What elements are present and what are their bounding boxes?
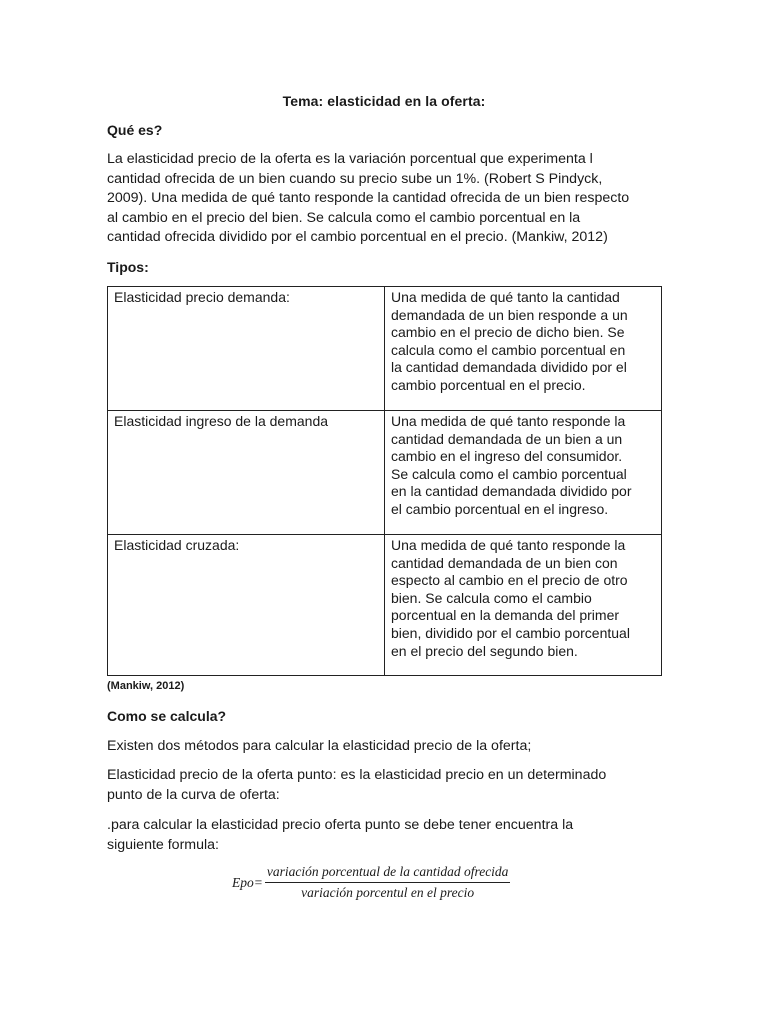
formula-lhs: Epo= <box>232 874 263 890</box>
tipos-table <box>107 286 662 676</box>
formula-denominator: variación porcentul en el precio <box>301 885 475 900</box>
paragraph-point-elasticity: Elasticidad precio de la oferta punto: es la elasticidad precio en un determinado punto de la curva de oferta: <box>107 767 607 803</box>
table-row <box>108 535 662 676</box>
table-cell-description: Una medida de qué tanto responde la cantidad demandada de un bien con especto al cambio en el precio de otro bien. Se calcula como el cambio porcentual en la demanda del primer bien, dividido por el cambio porcentual en el precio del segundo bien. <box>385 535 662 676</box>
table-cell-description: Una medida de qué tanto la cantidad demandada de un bien responde a un cambio en el precio de dicho bien. Se calcula como el cambio porcentual en la cantidad demandada dividido por el cambio porcentual en el precio. <box>385 287 662 411</box>
table-citation: (Mankiw, 2012) <box>107 680 185 692</box>
paragraph-definition: La elasticidad precio de la oferta es la variación porcentual que experimenta l cantidad ofrecida de un bien cuando su precio sube un 1%. (Robert S Pindyck, 2009). Una medida de qué tanto responde la cantidad ofrecida de un bien respecto al cambio en el precio del bien. Se calcula como el cambio porcentual en la cantidad ofrecida dividido por el cambio porcentual en el precio. (Mankiw, 2012) <box>107 151 630 245</box>
table-cell-description: Una medida de qué tanto responde la cantidad demandada de un bien a un cambio en el ingreso del consumidor. Se calcula como el cambio porcentual en la cantidad demandada dividido por el cambio porcentual en el ingreso. <box>385 411 662 535</box>
formula-fraction <box>265 864 511 901</box>
table-cell-name: Elasticidad precio demanda: <box>108 287 385 411</box>
paragraph-formula-intro: .para calcular la elasticidad precio oferta punto se debe tener encuentra la siguiente formula: <box>107 817 574 853</box>
heading-tipos: Tipos: <box>107 259 149 275</box>
table-cell-name: Elasticidad cruzada: <box>108 535 385 676</box>
elasticity-formula <box>232 864 510 901</box>
formula-numerator: variación porcentual de la cantidad ofrecida <box>265 864 511 883</box>
table-row <box>108 411 662 535</box>
table-row <box>108 287 662 411</box>
heading-que-es: Qué es? <box>107 122 163 138</box>
table-cell-name: Elasticidad ingreso de la demanda <box>108 411 385 535</box>
document-title: Tema: elasticidad en la oferta: <box>282 93 486 109</box>
paragraph-methods: Existen dos métodos para calcular la elasticidad precio de la oferta; <box>107 738 532 754</box>
heading-como-se-calcula: Como se calcula? <box>107 708 227 724</box>
